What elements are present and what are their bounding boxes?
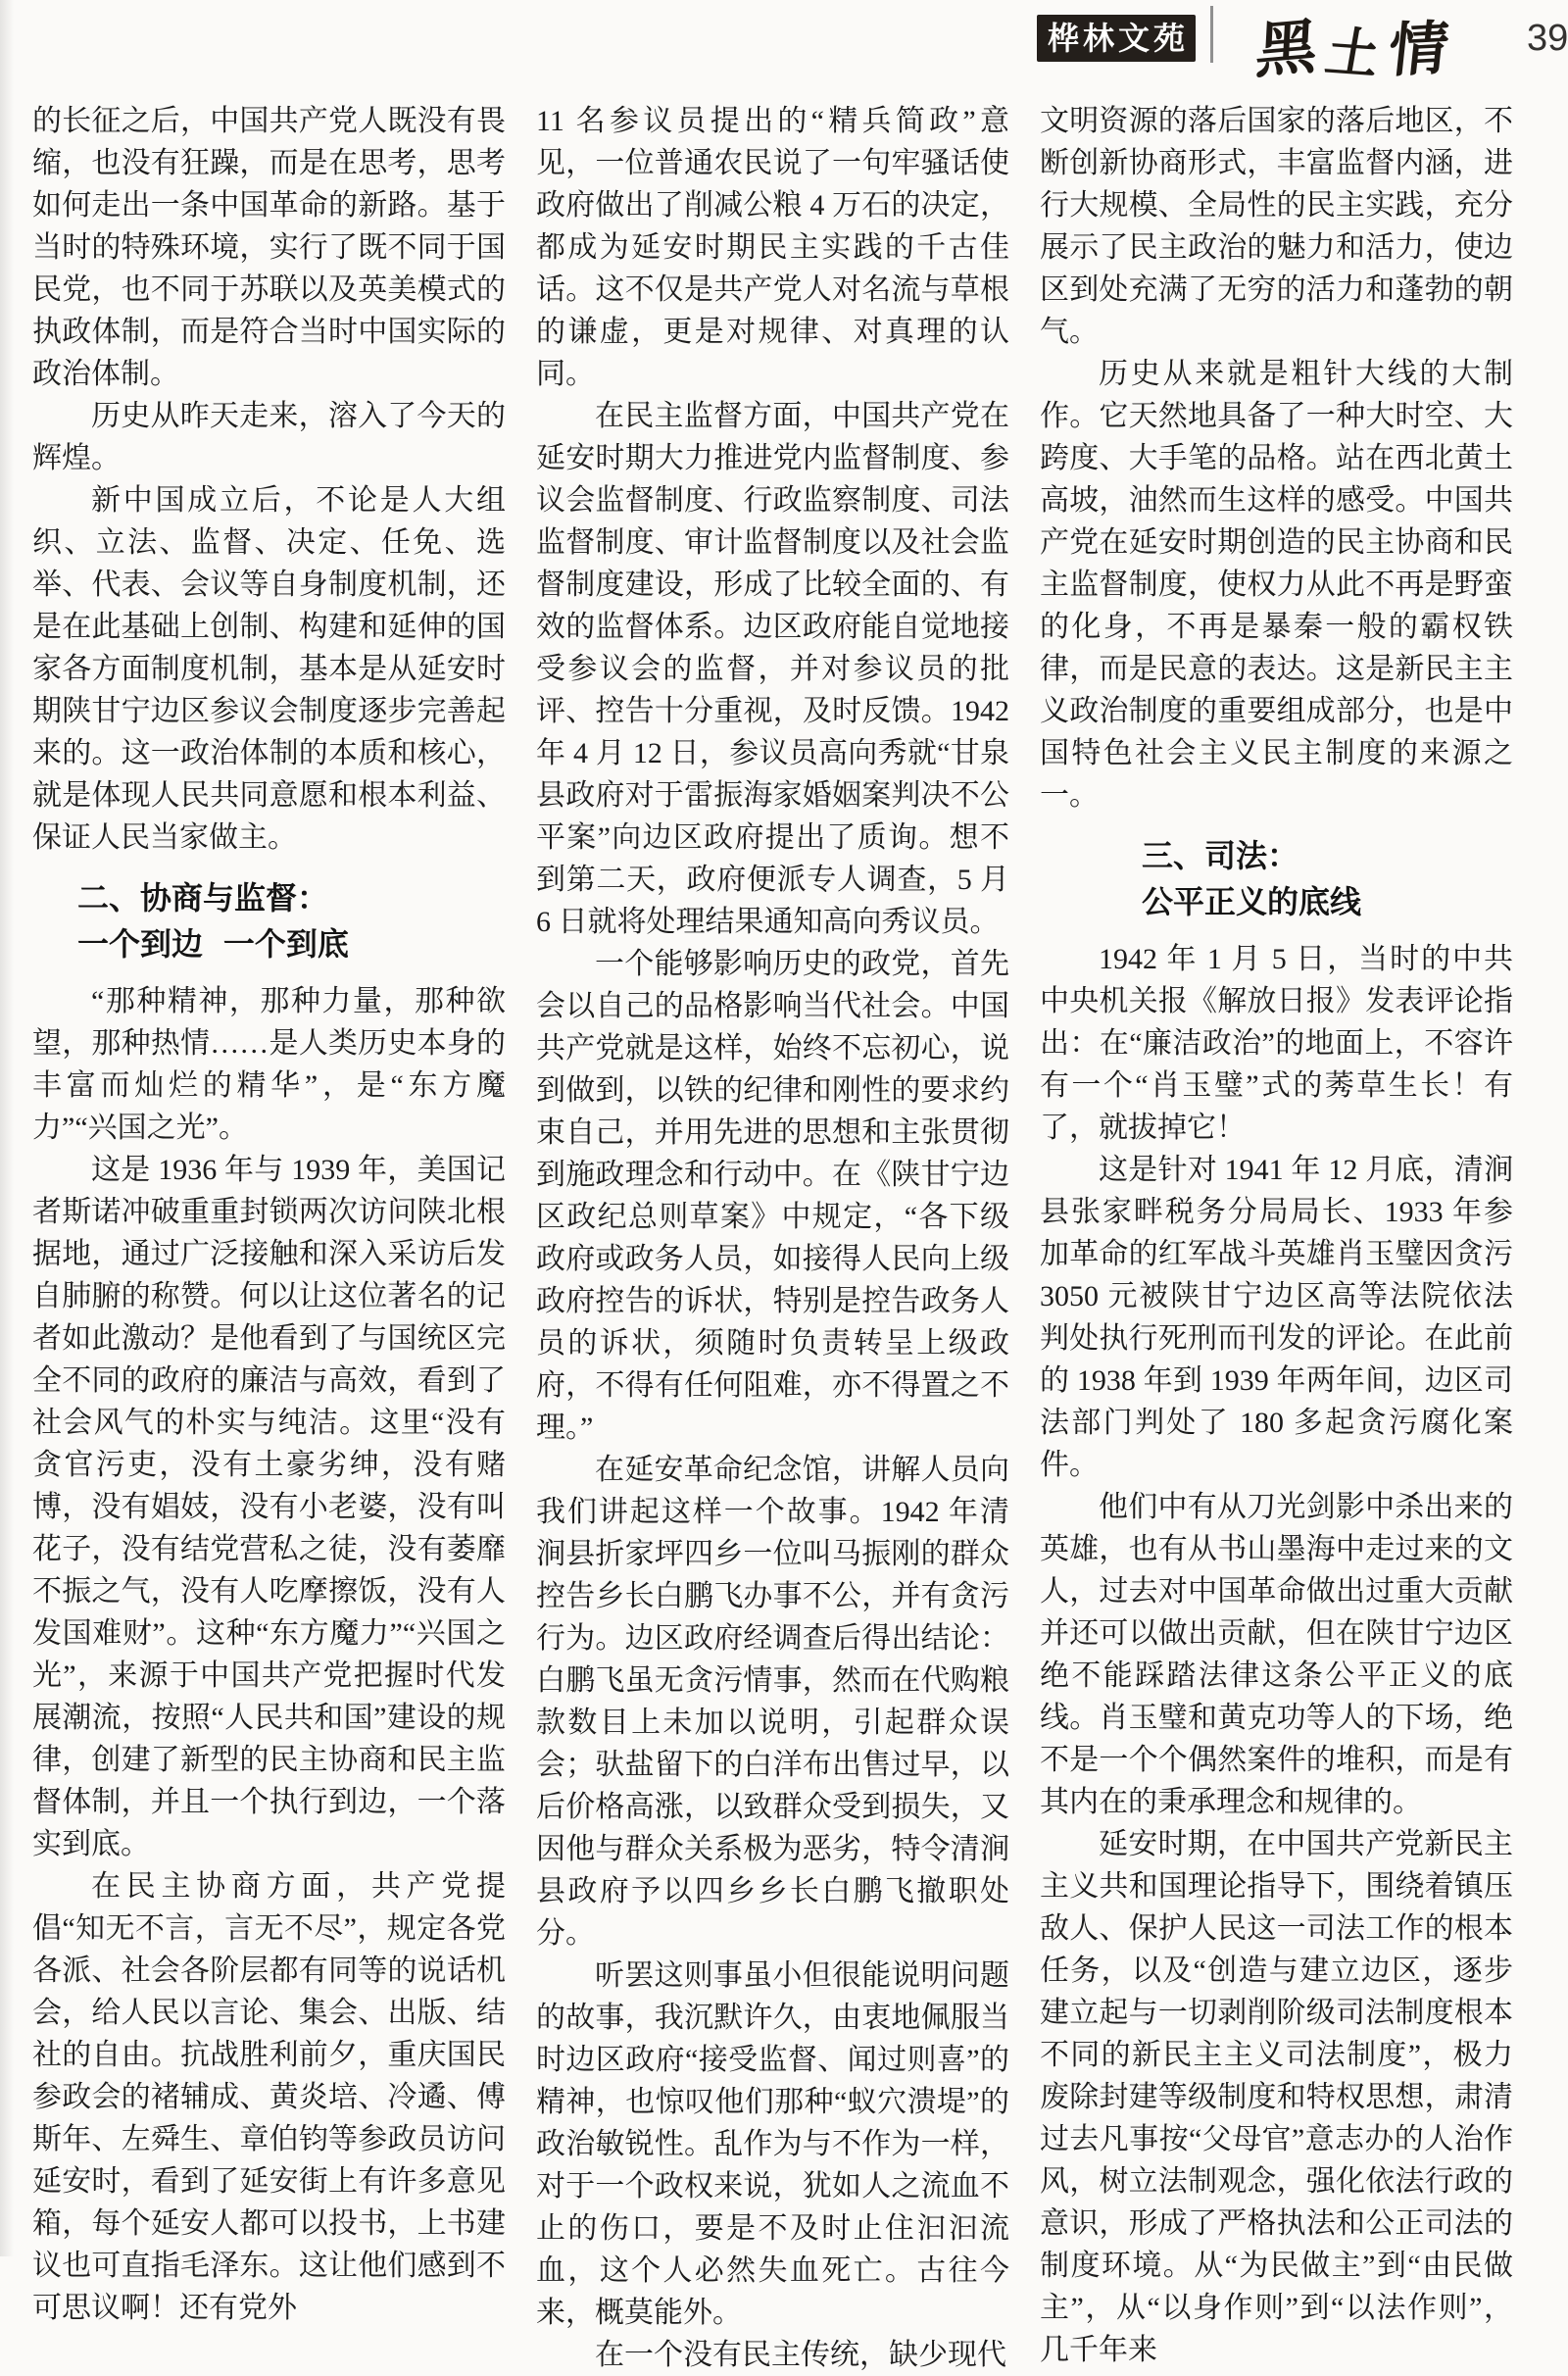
body-paragraph: 历史从来就是粗针大线的大制作。它天然地具备了一种大时空、大跨度、大手笔的品格。站在西北黄土高坡，油然而生这样的感受。中国共产党在延安时期创造的民主协商和民主监督制度，使权力从此不再是野蛮的化身，不再是暴秦一般的霸权铁律，而是民意的表达。这是新民主主义政治制度的重要组成部分，也是中国特色社会主义民主制度的来源之一。 bbox=[1040, 358, 1513, 812]
section-label: 桦林文苑 bbox=[1047, 21, 1189, 56]
section-heading bbox=[1040, 833, 1513, 925]
text-column-3 bbox=[1040, 100, 1513, 2376]
page-header bbox=[0, 0, 1568, 88]
body-paragraph: 在民主协商方面，共产党提倡“知无不言，言无不尽”，规定各党各派、社会各阶层都有同等的说话机会，给人民以言论、集会、出版、结社的自由。抗战胜利前夕，重庆国民参政会的褚辅成、黄炎培、冷遹、傅斯年、左舜生、章伯钧等参政员访问延安时，看到了延安街上有许多意见箱，每个延安人都可以投书，上书建议也可直指毛泽东。这让他们感到不可思议啊！还有党外 bbox=[32, 1870, 506, 2324]
body-paragraph: 延安时期，在中国共产党新民主主义共和国理论指导下，围绕着镇压敌人、保护人民这一司法工作的根本任务，以及“创造与建立边区，逐步建立起与一切剥削阶级司法制度根本不同的新民主主义司法制度”，极力废除封建等级制度和特权思想，肃清过去凡事按“父母官”意志办的人治作风，树立法制观念，强化依法行政的意识，形成了严格执法和公正司法的制度环境。从“为民做主”到“由民做主”，从“以身作则”到“以法作则”，几千年来 bbox=[1040, 1828, 1513, 2366]
text-column-2 bbox=[536, 100, 1009, 2376]
page-number: 39 bbox=[1527, 18, 1568, 59]
masthead-char: 黑 bbox=[1253, 10, 1319, 87]
body-paragraph: 这是 1936 年与 1939 年，美国记者斯诺冲破重重封锁两次访问陕北根据地，通过广泛接触和深入采访后发自肺腑的称赞。何以让这位著名的记者如此激动？是他看到了与国统区完全不同的政府的廉洁与高效，看到了社会风气的朴实与纯洁。这里“没有贪官污吏，没有土豪劣绅，没有赌博，没有娼妓，没有小老婆，没有叫花子，没有结党营私之徒，没有萎靡不振之气，没有人吃摩擦饭，没有人发国难财”。这种“东方魔力”“兴国之光”，来源于中国共产党把握时代发展潮流，按照“人民共和国”建设的规律，创建了新型的民主协商和民主监督体制，并且一个执行到边，一个落实到底。 bbox=[32, 1154, 506, 1860]
text-column-1 bbox=[32, 100, 506, 2376]
body-paragraph: 在民主监督方面，中国共产党在延安时期大力推进党内监督制度、参议会监督制度、行政监察制度、司法监督制度、审计监督制度以及社会监督制度建设，形成了比较全面的、有效的监督体系。边区政府能自觉地接受参议会的监督，并对参议员的批评、控告十分重视，及时反馈。1942 年 4 月 12 日，参议员高向秀就“甘泉县政府对于雷振海家婚姻案判决不公平案”向边区政府提出了质询。想不到第二天，政府便派专人调查，5 月 6 日就将处理结果通知高向秀议员。 bbox=[536, 400, 1009, 938]
body-paragraph: “那种精神，那种力量，那种欲望，那种热情……是人类历史本身的丰富而灿烂的精华”，是“东方魔力”“兴国之光”。 bbox=[32, 985, 506, 1144]
body-paragraph: 1942 年 1 月 5 日，当时的中共中央机关报《解放日报》发表评论指出：在“廉洁政治”的地面上，不容许有一个“肖玉璧”式的莠草生长！有了，就拔掉它！ bbox=[1040, 943, 1513, 1144]
body-paragraph: 在一个没有民主传统，缺少现代 bbox=[595, 2339, 1006, 2371]
section-heading-line: 二、协商与监督： bbox=[77, 880, 329, 916]
body-paragraph: 这是针对 1941 年 12 月底，清涧县张家畔税务分局局长、1933 年参加革命的红军战斗英雄肖玉璧因贪污 3050 元被陕甘宁边区高等法院依法判处执行死刑而刊发的评论。在此前的 1938 年到 1939 年两年间，边区司法部门判处了 180 多起贪污腐化案件。 bbox=[1040, 1154, 1513, 1481]
body-paragraph: 听罢这则事虽小但很能说明问题的故事，我沉默许久，由衷地佩服当时边区政府“接受监督、闻过则喜”的精神，也惊叹他们那种“蚁穴溃堤”的政治敏锐性。乱作为与不作为一样，对于一个政权来说，犹如人之流血不止的伤口，要是不及时止住汩汩流血，这个人必然失血死亡。古往今来，概莫能外。 bbox=[536, 1959, 1009, 2329]
body-paragraph: 文明资源的落后国家的落后地区，不断创新协商形式，丰富监督内涵，进行大规模、全局性的民主实践，充分展示了民主政治的魅力和活力，使边区到处充满了无穷的活力和蓬勃的朝气。 bbox=[1040, 105, 1513, 348]
section-label-box bbox=[1037, 15, 1196, 62]
body-paragraph: 历史从昨天走来，溶入了今天的辉煌。 bbox=[32, 400, 506, 474]
section-heading-line: 三、司法： bbox=[1142, 838, 1299, 873]
body-paragraph: 11 名参议员提出的“精兵简政”意见，一位普通农民说了一句牢骚话使政府做出了削减公粮 4 万石的决定，都成为延安时期民主实践的千古佳话。这不仅是共产党人对名流与草根的谦虚，更是对规律、对真理的认同。 bbox=[536, 105, 1009, 390]
section-heading bbox=[32, 875, 506, 967]
body-paragraph: 的长征之后，中国共产党人既没有畏缩，也没有狂躁，而是在思考，思考如何走出一条中国革命的新路。基于当时的特殊环境，实行了既不同于国民党，也不同于苏联以及英美模式的执政体制，而是符合当时中国实际的政治体制。 bbox=[32, 105, 506, 390]
header-divider bbox=[1210, 6, 1213, 63]
section-heading-line: 公平正义的底线 bbox=[1142, 884, 1362, 919]
section-heading-line: 一个到边 一个到底 bbox=[77, 926, 349, 962]
article-columns bbox=[32, 100, 1513, 2376]
body-paragraph: 在延安革命纪念馆，讲解人员向我们讲起这样一个故事。1942 年清涧县折家坪四乡一位叫马振刚的群众控告乡长白鹏飞办事不公，并有贪污行为。边区政府经调查后得出结论：白鹏飞虽无贪污情事，然而在代购粮款数目上未加以说明，引起群众误会；驮盐留下的白洋布出售过早，以后价格高涨，以致群众受到损失，又因他与群众关系极为恶劣，特令清涧县政府予以四乡乡长白鹏飞撤职处分。 bbox=[536, 1454, 1009, 1950]
masthead-char: 土 bbox=[1321, 20, 1385, 86]
body-paragraph: 他们中有从刀光剑影中杀出来的英雄，也有从书山墨海中走过来的文人，过去对中国革命做出过重大贡献并还可以做出贡献，但在陕甘宁边区绝不能踩踏法律这条公平正义的底线。肖玉璧和黄克功等人的下场，绝不是一个个偶然案件的堆积，而是有其内在的秉承理念和规律的。 bbox=[1040, 1491, 1513, 1818]
masthead-char: 情 bbox=[1385, 14, 1452, 86]
body-paragraph: 新中国成立后，不论是人大组织、立法、监督、决定、任免、选举、代表、会议等自身制度机制，还是在此基础上创制、构建和延伸的国家各方面制度机制，基本是从延安时期陕甘宁边区参议会制度逐步完善起来的。这一政治体制的本质和核心，就是体现人民共同意愿和根本利益、保证人民当家做主。 bbox=[32, 484, 506, 854]
masthead-calligraphy bbox=[1253, 0, 1462, 87]
body-paragraph: 一个能够影响历史的政党，首先会以自己的品格影响当代社会。中国共产党就是这样，始终不忘初心，说到做到，以铁的纪律和刚性的要求约束自己，并用先进的思想和主张贯彻到施政理念和行动中。在《陕甘宁边区政纪总则草案》中规定，“各下级政府或政务人员，如接得人民向上级政府控告的诉状，特别是控告政务人员的诉状，须随时负责转呈上级政府，不得有任何阻难，亦不得置之不理。” bbox=[536, 948, 1009, 1444]
